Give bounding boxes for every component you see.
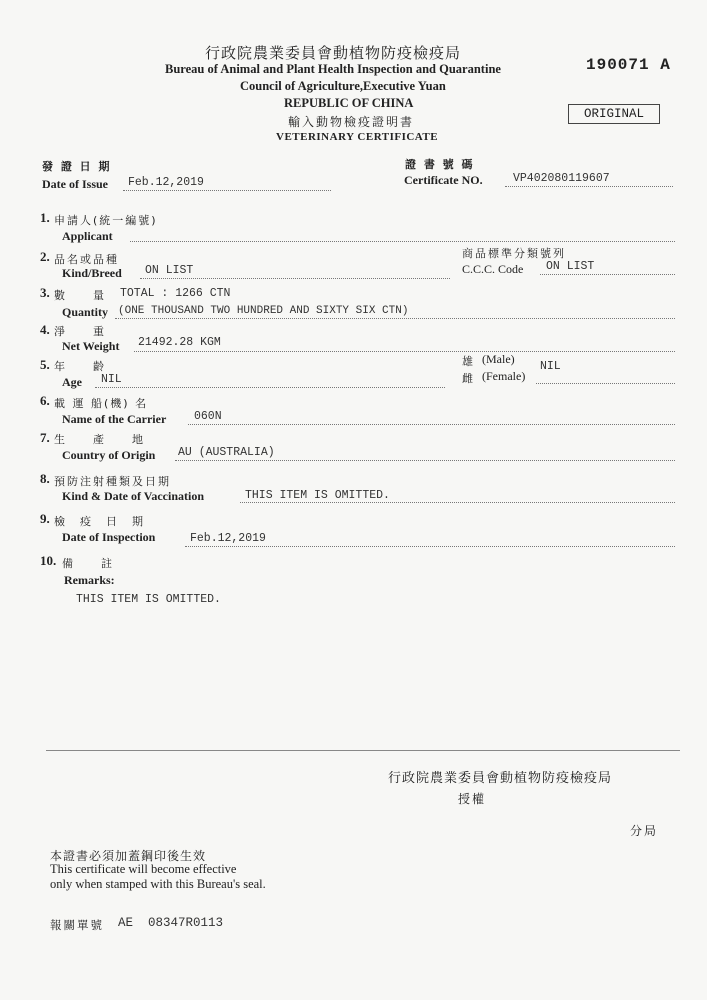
quantity-total-value: TOTAL : 1266 CTN: [120, 287, 231, 300]
seal-note-line2: only when stamped with this Bureau's seal.: [50, 877, 266, 891]
issue-date-value: Feb.12,2019: [128, 176, 204, 189]
field-number: 2.: [40, 249, 50, 264]
serial-number: 190071 A: [586, 56, 671, 74]
applicant-label-cjk: 申請人(統一編號): [54, 214, 158, 227]
footer-separator: [46, 750, 680, 751]
sex-line: [536, 383, 675, 384]
quantity-line: [115, 318, 675, 319]
vaccination-value: THIS ITEM IS OMITTED.: [245, 489, 390, 502]
field-number: 4.: [40, 322, 50, 337]
weight-value: 21492.28 KGM: [138, 336, 221, 349]
agency-name-en: Bureau of Animal and Plant Health Inspection and Quarantine: [165, 62, 501, 76]
remarks-value: THIS ITEM IS OMITTED.: [76, 593, 221, 606]
footer-branch-cjk: 分局: [630, 824, 659, 838]
sex-value: NIL: [540, 360, 561, 373]
original-stamp: ORIGINAL: [568, 104, 660, 124]
carrier-label-cjk: 載 運 船(機) 名: [54, 397, 149, 410]
customs-number-value: AE 08347R0113: [118, 916, 224, 930]
inspection-value: Feb.12,2019: [190, 532, 266, 545]
footer-agency-cjk: 行政院農業委員會動植物防疫檢疫局: [388, 771, 613, 786]
age-value: NIL: [101, 373, 122, 386]
council-name: Council of Agriculture,Executive Yuan: [240, 79, 446, 93]
applicant-line: [130, 241, 675, 242]
kind-label: Kind/Breed: [62, 266, 122, 280]
origin-line: [175, 460, 675, 461]
quantity-label: Quantity: [62, 305, 109, 319]
age-line: [95, 387, 445, 388]
certificate-no-label: Certificate NO.: [404, 173, 483, 187]
weight-line: [134, 351, 675, 352]
issue-date-label: Date of Issue: [42, 177, 108, 191]
carrier-line: [188, 424, 675, 425]
inspection-line: [185, 546, 675, 547]
field-number: 7.: [40, 430, 50, 445]
carrier-label: Name of the Carrier: [62, 412, 167, 426]
certificate-no-line: [505, 186, 673, 187]
origin-label: Country of Origin: [62, 448, 156, 462]
country-name: REPUBLIC OF CHINA: [284, 96, 414, 110]
field-number: 8.: [40, 471, 50, 486]
customs-number-label-cjk: 報關單號: [50, 918, 104, 932]
kind-value: ON LIST: [145, 264, 194, 277]
footer-authorized-cjk: 授權: [458, 792, 487, 806]
field-number: 9.: [40, 511, 50, 526]
quantity-label-cjk: 數 量: [54, 289, 106, 302]
ccc-value: ON LIST: [546, 260, 595, 273]
remarks-label-cjk: 備 註: [62, 557, 114, 570]
age-label-cjk: 年 齡: [54, 360, 106, 373]
issue-date-line: [123, 190, 331, 191]
kind-label-cjk: 品名或品種: [54, 253, 119, 266]
remarks-label: Remarks:: [64, 573, 115, 587]
applicant-label: Applicant: [62, 229, 113, 243]
certificate-title-cjk: 輸入動物檢疫證明書: [288, 115, 415, 129]
origin-label-cjk: 生 產 地: [54, 433, 145, 446]
agency-name-cjk: 行政院農業委員會動植物防疫檢疫局: [205, 44, 462, 62]
origin-value: AU (AUSTRALIA): [178, 446, 275, 459]
field-number: 1.: [40, 210, 50, 225]
ccc-label: C.C.C. Code: [462, 262, 524, 276]
male-label-cjk: 雄: [462, 355, 475, 368]
seal-note-cjk: 本證書必須加蓋鋼印後生效: [50, 849, 207, 863]
seal-note-line1: This certificate will become effective: [50, 862, 237, 876]
age-label: Age: [62, 375, 82, 389]
field-number: 6.: [40, 393, 50, 408]
vaccination-label: Kind & Date of Vaccination: [62, 489, 205, 503]
kind-line: [140, 278, 450, 279]
carrier-value: 060N: [194, 410, 222, 423]
weight-label: Net Weight: [62, 339, 120, 353]
ccc-label-cjk: 商品標準分類號列: [462, 247, 566, 260]
field-number: 10.: [40, 553, 57, 568]
quantity-words-value: (ONE THOUSAND TWO HUNDRED AND SIXTY SIX CTN): [118, 305, 409, 317]
weight-label-cjk: 淨 重: [54, 325, 106, 338]
field-number: 3.: [40, 285, 50, 300]
certificate-title-en: VETERINARY CERTIFICATE: [276, 131, 439, 143]
male-label: (Male): [482, 352, 515, 366]
issue-date-label-cjk: 發 證 日 期: [42, 160, 112, 173]
field-number: 5.: [40, 357, 50, 372]
certificate-no-value: VP402080119607: [513, 172, 610, 185]
inspection-label: Date of Inspection: [62, 530, 156, 544]
vaccination-label-cjk: 預防注射種類及日期: [54, 475, 171, 488]
inspection-label-cjk: 檢 疫 日 期: [54, 515, 145, 528]
female-label: (Female): [482, 369, 526, 383]
female-label-cjk: 雌: [462, 372, 475, 385]
ccc-line: [540, 274, 675, 275]
vaccination-line: [240, 502, 675, 503]
certificate-no-label-cjk: 證 書 號 碼: [405, 158, 475, 171]
